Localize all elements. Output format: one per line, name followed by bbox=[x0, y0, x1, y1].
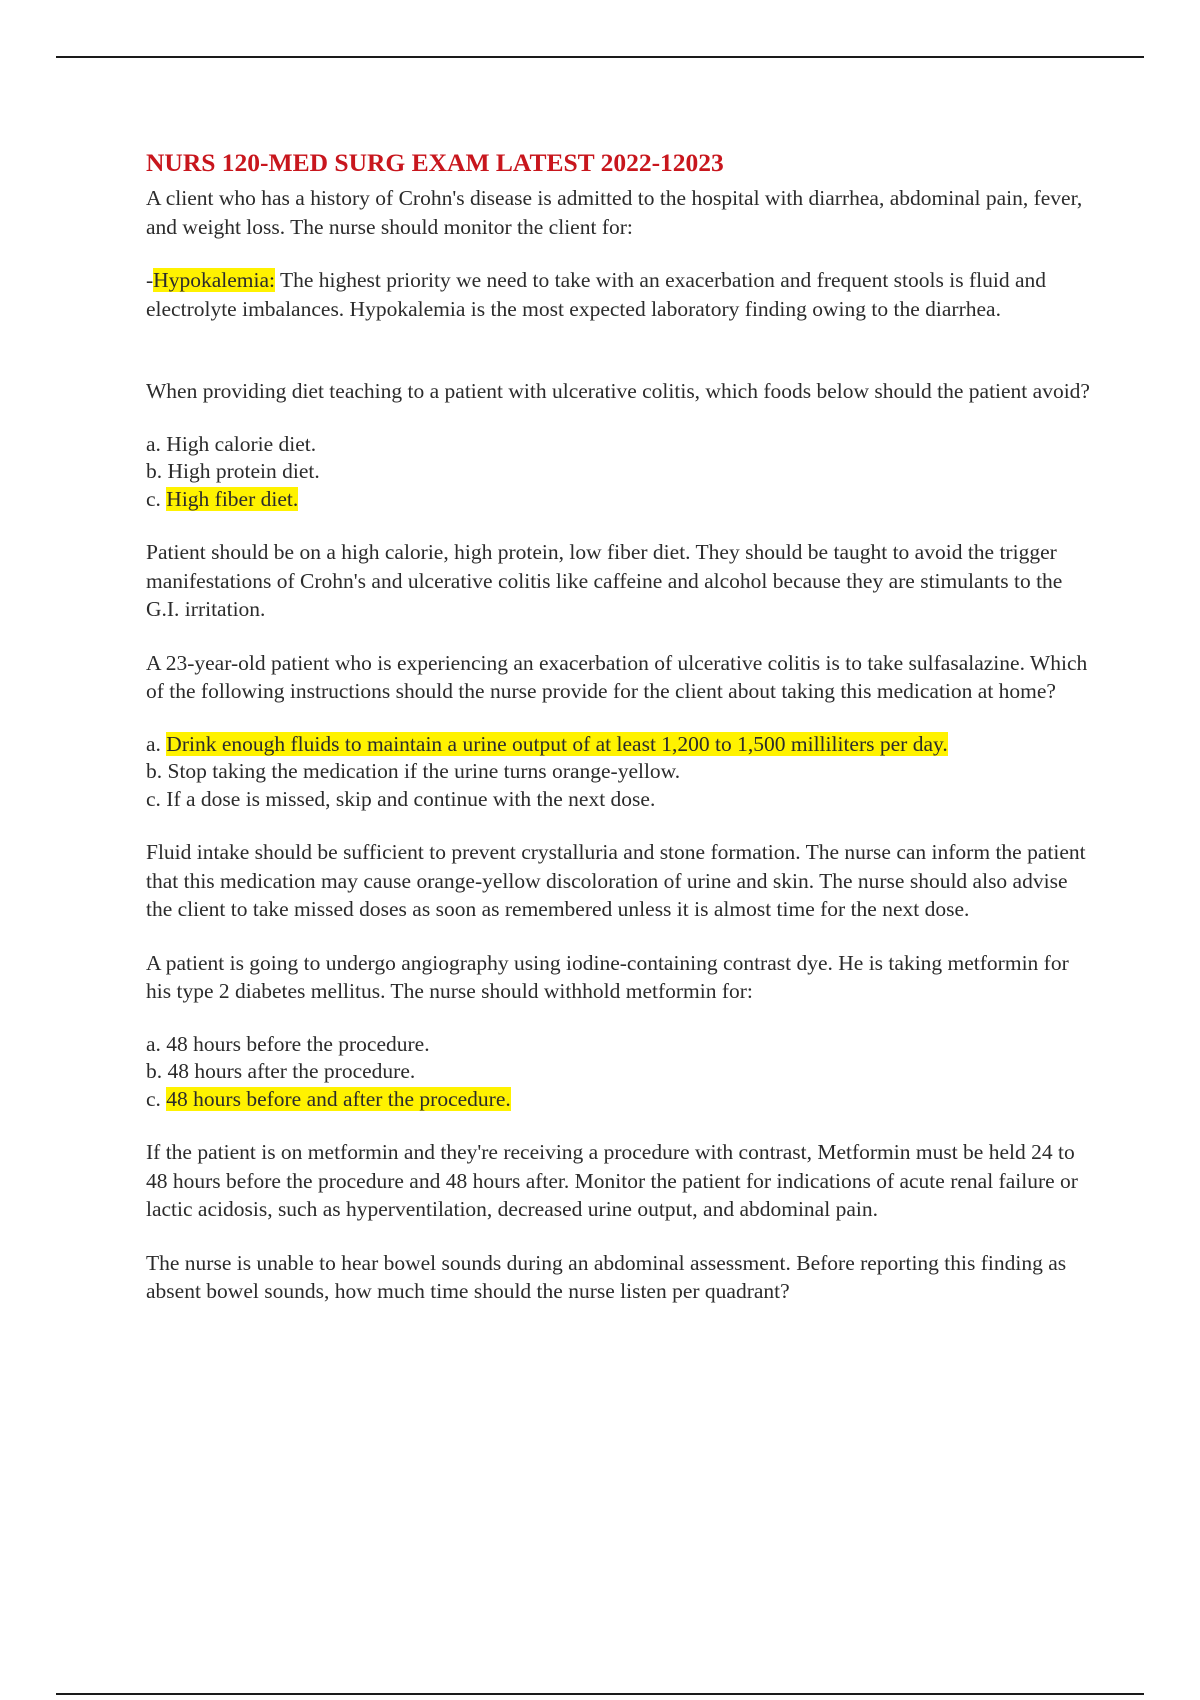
question-5: The nurse is unable to hear bowel sounds during an abdominal assessment. Before reporting this finding as absent bowel sounds, how much time should the nurse listen per quadrant? bbox=[146, 1250, 1067, 1303]
option-a: a. 48 hours before the procedure. bbox=[146, 1031, 430, 1056]
option-b: b. 48 hours after the procedure. bbox=[146, 1059, 416, 1083]
option-c-prefix: c. bbox=[146, 1086, 167, 1111]
option-c: c. If a dose is missed, skip and continue with the next dose. bbox=[146, 786, 656, 811]
option-c-answer: 48 hours before and after the procedure. bbox=[166, 1086, 511, 1111]
page-title: NURS 120-MED SURG EXAM LATEST 2022-12023 bbox=[146, 148, 724, 177]
explanation-4: If the patient is on metformin and they're receiving a procedure with contrast, Metformin must be held 24 to 48 hours before the procedure and 48 hours after. Monitor the patient for indications of acute renal failure or lactic acidosis, such as hyperventilation, decreased urine output, and abdominal pain. bbox=[146, 1140, 1078, 1221]
answer-1-prefix: - bbox=[146, 268, 154, 292]
answer-1-highlight: Hypokalemia: bbox=[153, 268, 275, 292]
explanation-2: Patient should be on a high calorie, high protein, low fiber diet. They should be taught to avoid the trigger manifestations of Crohn's and ulcerative colitis like caffeine and alcohol because they are stimulants to the G.I. irritation. bbox=[146, 540, 1063, 621]
option-a: a. High calorie diet. bbox=[146, 431, 317, 456]
option-b: b. Stop taking the medication if the urine turns orange-yellow. bbox=[146, 759, 681, 783]
question-2-options bbox=[146, 431, 1096, 514]
top-rule bbox=[56, 56, 1144, 58]
question-1: A client who has a history of Crohn's disease is admitted to the hospital with diarrhea, abdominal pain, fever, and weight loss. The nurse should monitor the client for: bbox=[146, 186, 1083, 239]
document-body bbox=[146, 148, 1096, 1306]
option-a-prefix: a. bbox=[146, 731, 167, 756]
question-4: A patient is going to undergo angiography using iodine-containing contrast dye. He is taking metformin for his type 2 diabetes mellitus. The nurse should withhold metformin for: bbox=[146, 950, 1069, 1003]
answer-1 bbox=[146, 266, 1096, 323]
bottom-rule bbox=[56, 1693, 1144, 1695]
option-a-answer: Drink enough fluids to maintain a urine output of at least 1,200 to 1,500 milliliters per day. bbox=[166, 731, 948, 756]
question-3: A 23-year-old patient who is experiencing an exacerbation of ulcerative colitis is to take sulfasalazine. Which of the following instructions should the nurse provide for the client about taking this medication at home? bbox=[146, 650, 1088, 703]
question-2: When providing diet teaching to a patient with ulcerative colitis, which foods below should the patient avoid? bbox=[146, 379, 1090, 403]
option-c bbox=[146, 1086, 1096, 1114]
option-c bbox=[146, 486, 1096, 514]
explanation-3: Fluid intake should be sufficient to prevent crystalluria and stone formation. The nurse can inform the patient that this medication may cause orange-yellow discoloration of urine and skin. The nurse should also advise the client to take missed doses as soon as remembered unless it is almost time for the next dose. bbox=[146, 840, 1086, 921]
option-c-answer: High fiber diet. bbox=[166, 486, 299, 511]
option-a bbox=[146, 731, 1096, 759]
option-c-prefix: c. bbox=[146, 486, 167, 511]
option-b: b. High protein diet. bbox=[146, 459, 320, 483]
question-3-options bbox=[146, 731, 1096, 814]
question-4-options bbox=[146, 1031, 1096, 1114]
answer-1-text: The highest priority we need to take with an exacerbation and frequent stools is fluid and electrolyte imbalances. Hypokalemia is the most expected laboratory finding owing to the diarrhea. bbox=[146, 268, 1046, 321]
